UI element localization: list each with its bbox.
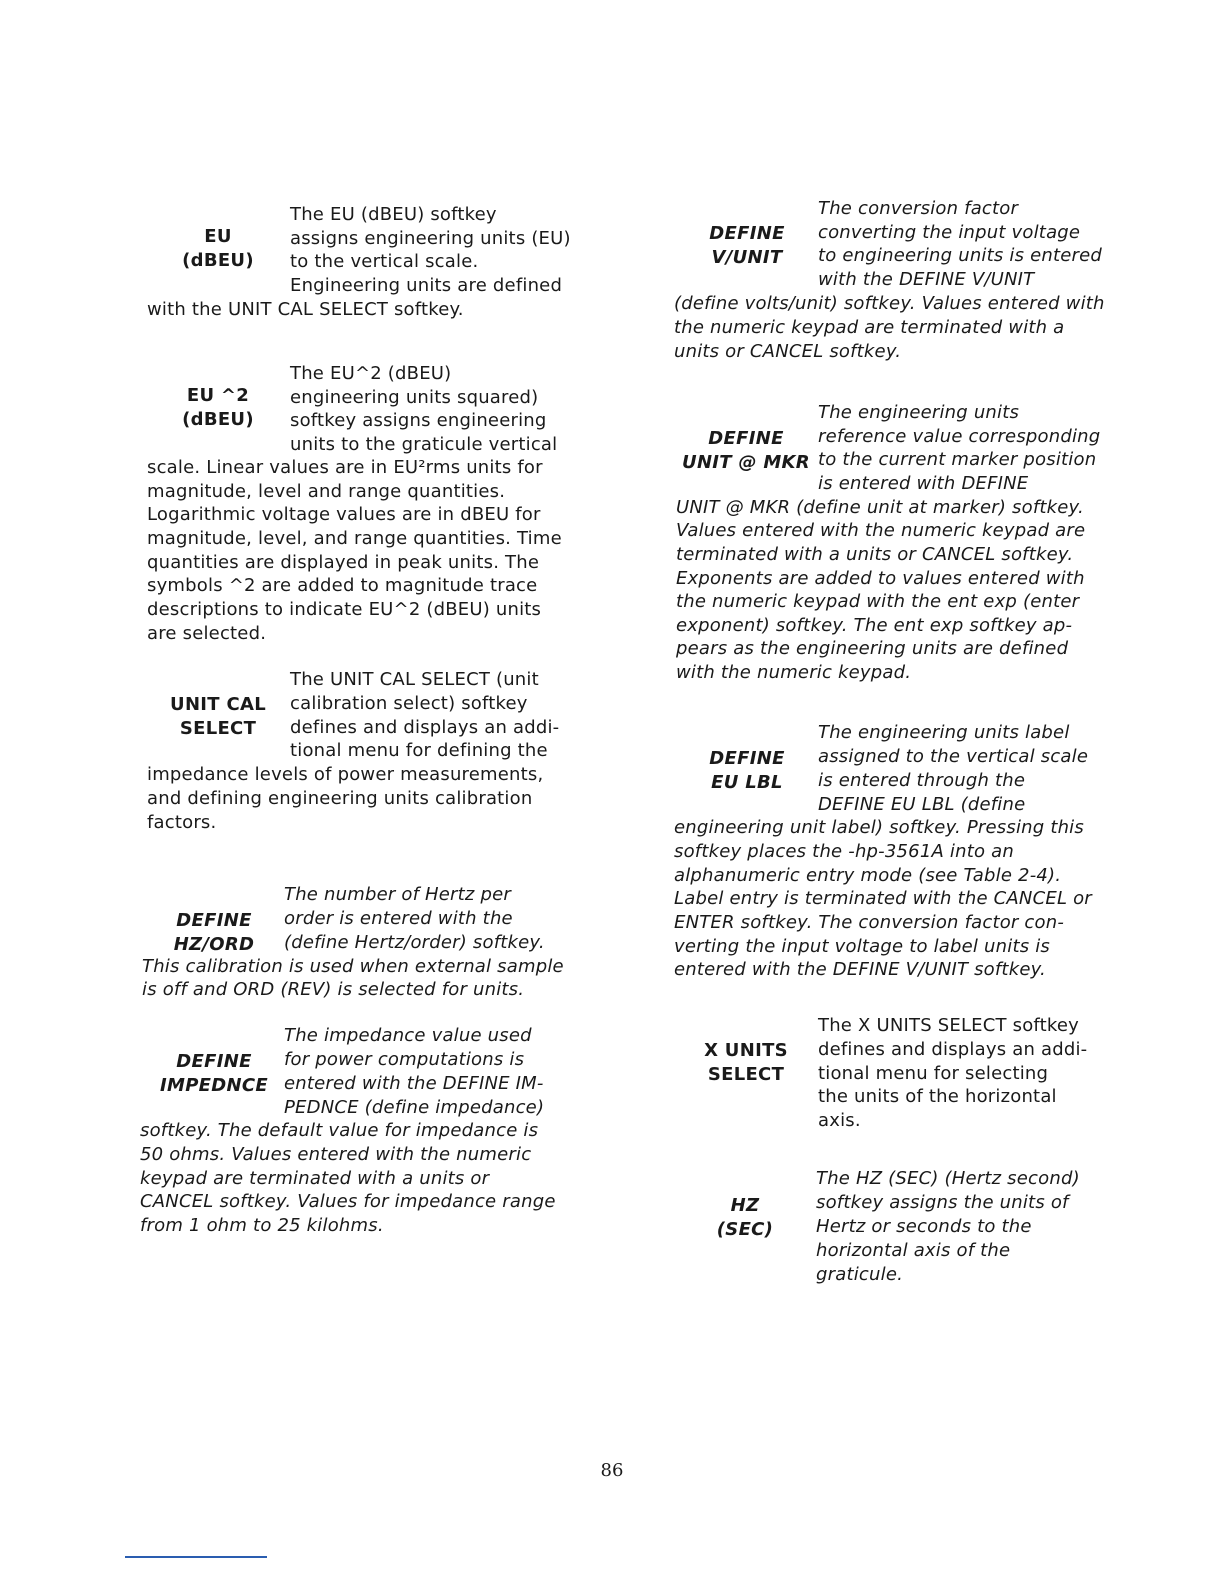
softkey-label-line: UNIT CAL — [170, 694, 266, 715]
entry-text-line: The UNIT CAL SELECT (unit — [290, 669, 539, 690]
entry-text-line: tional menu for selecting — [818, 1063, 1049, 1084]
entry-text-line: softkey. The default value for impedance is — [140, 1120, 539, 1141]
entry-text-line: softkey assigns the units of — [816, 1192, 1069, 1213]
entry-text-line: The HZ (SEC) (Hertz second) — [816, 1168, 1080, 1189]
softkey-label-line: DEFINE — [176, 1051, 252, 1072]
entry-text-line: factors. — [147, 812, 217, 833]
page-number: 86 — [600, 1460, 624, 1481]
softkey-name — [694, 1039, 798, 1086]
entry-text-line: The engineering units — [818, 402, 1020, 423]
softkey-label-line: (dBEU) — [182, 249, 254, 271]
entry-text-line: terminated with a units or CANCEL softkey. — [676, 544, 1074, 565]
entry-text-line: UNIT @ MKR (define unit at marker) softkey. — [676, 497, 1084, 518]
entry-text-line: to the current marker position — [818, 449, 1097, 470]
entry-text-line: magnitude, level, and range quantities. Time — [147, 528, 562, 549]
entry-text-line: DEFINE EU LBL (define — [818, 794, 1026, 815]
entry-text-line: assigned to the vertical scale — [818, 746, 1089, 767]
entry-text-line: PEDNCE (define impedance) — [284, 1097, 545, 1118]
entry-text-line: descriptions to indicate EU^2 (dBEU) units — [147, 599, 542, 620]
softkey-name — [706, 1194, 784, 1241]
entry-text-line: CANCEL softkey. Values for impedance range — [140, 1191, 556, 1212]
entry-text-line: for power computations is — [284, 1049, 525, 1070]
entry-text-line: assigns engineering units (EU) — [290, 228, 571, 249]
entry-text-line: units or CANCEL softkey. — [674, 341, 902, 362]
softkey-label-line: EU — [204, 226, 232, 247]
softkey-label-line: (SEC) — [716, 1218, 774, 1240]
softkey-label-line: SELECT — [179, 717, 257, 739]
entry-text-line: order is entered with the — [284, 908, 513, 929]
softkey-label-line: DEFINE — [176, 910, 252, 931]
softkey-label-line: UNIT @ MKR — [682, 451, 810, 473]
entry-text-line: reference value corresponding — [818, 426, 1101, 447]
softkey-label-line: HZ — [730, 1195, 760, 1216]
entry-text-line: ENTER softkey. The conversion factor con- — [674, 912, 1065, 933]
entry-text-line: the numeric keypad are terminated with a — [674, 317, 1065, 338]
softkey-name — [676, 427, 816, 474]
entry-text-line: Exponents are added to values entered with — [676, 568, 1085, 589]
entry-text-line: Engineering units are defined — [290, 275, 563, 296]
entry-text-line: 50 ohms. Values entered with the numeric — [140, 1144, 532, 1165]
entry-text-line: from 1 ohm to 25 kilohms. — [140, 1215, 384, 1236]
entry-text-line: engineering units squared) — [290, 387, 539, 408]
entry-text-line: and defining engineering units calibration — [147, 788, 533, 809]
entry-text-line: is entered with DEFINE — [818, 473, 1029, 494]
entry-text-line: the units of the horizontal — [818, 1086, 1057, 1107]
entry-text-line: This calibration is used when external sample — [142, 956, 564, 977]
softkey-name — [694, 222, 800, 269]
entry-text-line: are selected. — [147, 623, 267, 644]
softkey-label-line: EU ^2 — [186, 385, 250, 406]
softkey-name — [172, 225, 264, 272]
entry-text-line: The engineering units label — [818, 722, 1070, 743]
entry-text-line: quantities are displayed in peak units. The — [147, 552, 540, 573]
entry-text-line: entered with the DEFINE IM- — [284, 1073, 544, 1094]
entry-text-line: to engineering units is entered — [818, 245, 1103, 266]
footer-rule — [125, 1556, 267, 1558]
entry-text-line: the numeric keypad with the ent exp (enter — [676, 591, 1080, 612]
entry-text-line: entered with the DEFINE V/UNIT softkey. — [674, 959, 1046, 980]
entry-text-line: keypad are terminated with a units or — [140, 1168, 490, 1189]
entry-text-line: horizontal axis of the — [816, 1240, 1011, 1261]
softkey-label-line: X UNITS — [704, 1040, 788, 1061]
entry-text-line: verting the input voltage to label units is — [674, 936, 1051, 957]
entry-text-line: Logarithmic voltage values are in dBEU for — [147, 504, 541, 525]
entry-text-line: impedance levels of power measurements, — [147, 764, 544, 785]
entry-text-line: with the numeric keypad. — [676, 662, 912, 683]
softkey-name — [164, 909, 264, 956]
entry-text-line: alphanumeric entry mode (see Table 2-4). — [674, 865, 1062, 886]
entry-text-line: units to the graticule vertical — [290, 434, 558, 455]
entry-text-line: Label entry is terminated with the CANCEL or — [674, 888, 1092, 909]
softkey-label-line: DEFINE — [709, 748, 785, 769]
entry-text-line: exponent) softkey. The ent exp softkey ap- — [676, 615, 1073, 636]
softkey-label-line: HZ/ORD — [173, 933, 255, 955]
entry-text-line: defines and displays an addi- — [818, 1039, 1088, 1060]
entry-text-line: is entered through the — [818, 770, 1026, 791]
softkey-label-line: V/UNIT — [711, 246, 783, 268]
softkey-name — [166, 693, 270, 740]
entry-text-line: with the DEFINE V/UNIT — [818, 269, 1035, 290]
entry-text-line: The EU (dBEU) softkey — [290, 204, 497, 225]
entry-text-line: is off and ORD (REV) is selected for units. — [142, 979, 525, 1000]
entry-text-line: engineering unit label) softkey. Pressing this — [674, 817, 1084, 838]
entry-text-line: with the UNIT CAL SELECT softkey. — [147, 299, 464, 320]
entry-text-line: tional menu for defining the — [290, 740, 548, 761]
entry-text-line: converting the input voltage — [818, 222, 1081, 243]
softkey-name — [158, 1050, 270, 1097]
entry-text-line: (define Hertz/order) softkey. — [284, 932, 545, 953]
entry-text-line: The EU^2 (dBEU) — [290, 363, 452, 384]
entry-text-line: The number of Hertz per — [284, 884, 511, 905]
entry-text-line: axis. — [818, 1110, 861, 1131]
entry-text-line: to the vertical scale. — [290, 251, 479, 272]
softkey-name — [172, 384, 264, 431]
entry-text-line: pears as the engineering units are defined — [676, 638, 1069, 659]
entry-text-line: scale. Linear values are in EU²rms units for — [147, 457, 543, 478]
entry-text-line: graticule. — [816, 1264, 904, 1285]
entry-text-line: Hertz or seconds to the — [816, 1216, 1032, 1237]
entry-text-line: softkey places the -hp-3561A into an — [674, 841, 1014, 862]
softkey-name — [696, 747, 798, 794]
softkey-label-line: SELECT — [707, 1063, 785, 1085]
entry-text-line: The X UNITS SELECT softkey — [818, 1015, 1080, 1036]
entry-text-line: calibration select) softkey — [290, 693, 528, 714]
softkey-label-line: DEFINE — [709, 223, 785, 244]
entry-text-line: The impedance value used — [284, 1025, 532, 1046]
entry-text-line: Values entered with the numeric keypad are — [676, 520, 1086, 541]
entry-text-line: The conversion factor — [818, 198, 1019, 219]
softkey-label-line: (dBEU) — [182, 408, 254, 430]
softkey-label-line: EU LBL — [711, 771, 783, 793]
entry-text-line: softkey assigns engineering — [290, 410, 547, 431]
entry-text-line: defines and displays an addi- — [290, 717, 560, 738]
softkey-label-line: DEFINE — [708, 428, 784, 449]
entry-text-line: symbols ^2 are added to magnitude trace — [147, 575, 538, 596]
softkey-label-line: IMPEDNCE — [159, 1074, 268, 1096]
entry-text-line: magnitude, level and range quantities. — [147, 481, 506, 502]
entry-text-line: (define volts/unit) softkey. Values entered with — [674, 293, 1105, 314]
